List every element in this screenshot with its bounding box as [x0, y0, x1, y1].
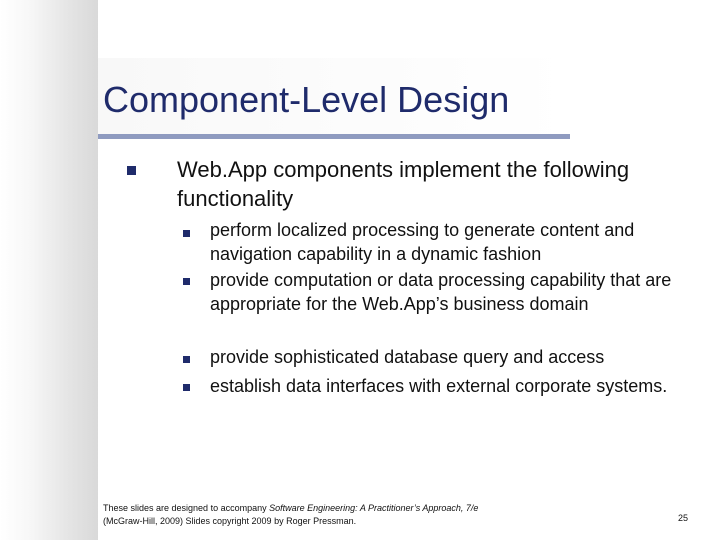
footer-book-title: Software Engineering: A Practitioner’s Approach, 7/e — [269, 503, 479, 513]
bullet-square-icon — [127, 166, 136, 175]
bullet-text: Web.App components implement the following functionality — [177, 157, 630, 211]
sub-bullet-text-3: provide sophisticated database query and access — [210, 347, 605, 367]
footer-prefix: These slides are designed to accompany — [103, 503, 270, 513]
sub-bullet-square-icon — [183, 230, 190, 237]
title-underline — [98, 134, 570, 139]
footer-credit — [103, 502, 583, 528]
sub-bullet-square-icon — [183, 278, 190, 285]
page-number: 25 — [677, 513, 688, 523]
sub-bullet-text-2: provide computation or data processing capability that are appropriate for the Web.App’s business domain — [210, 270, 672, 314]
footer-copyright: (McGraw-Hill, 2009) Slides copyright 2009 by Roger Pressman. — [103, 516, 357, 526]
slide-title: Component-Level Design — [103, 79, 510, 120]
sub-bullet-square-icon — [183, 384, 190, 391]
sub-bullet-text-1: perform localized processing to generate content and navigation capability in a dynamic fashion — [210, 220, 635, 264]
sub-bullet-square-icon — [183, 356, 190, 363]
sub-bullet-text-4: establish data interfaces with external corporate systems. — [210, 376, 668, 396]
left-gradient-band — [0, 0, 98, 540]
